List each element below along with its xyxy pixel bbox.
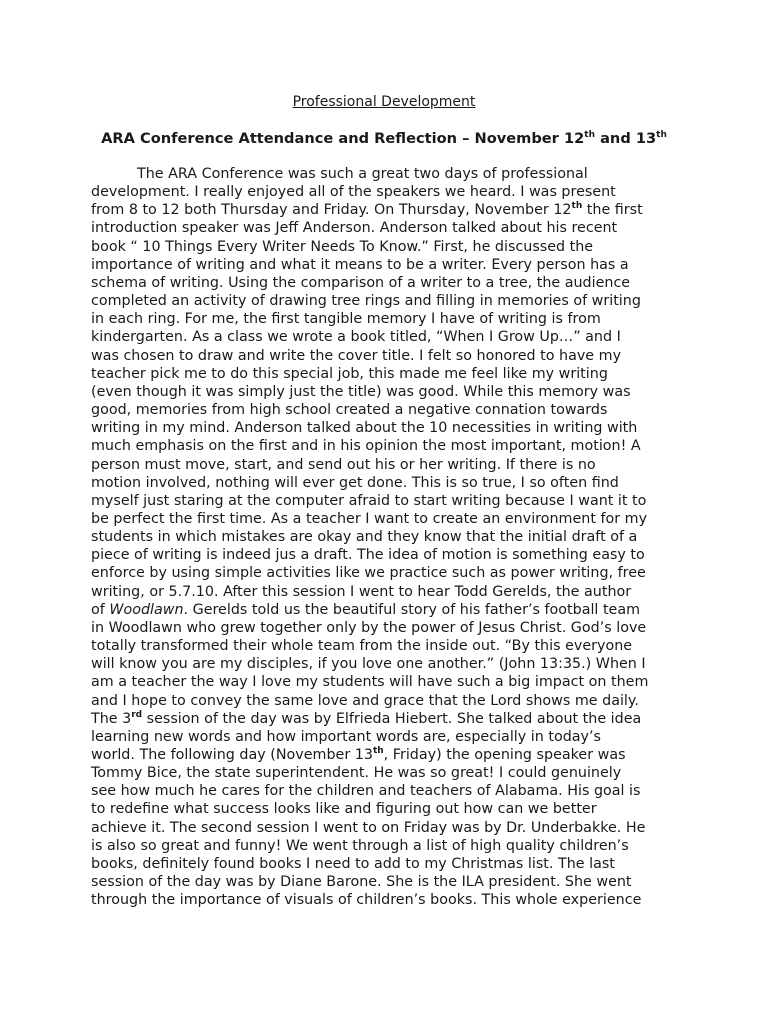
body-line: books, definitely found books I need to add to my Christmas list. The last bbox=[91, 855, 615, 872]
body-line: introduction speaker was Jeff Anderson. Anderson talked about his recent bbox=[91, 220, 618, 237]
body-line: development. I really enjoyed all of the speakers we heard. I was present bbox=[91, 184, 616, 201]
body-line: The 3rd session of the day was by Elfrieda Hiebert. She talked about the idea bbox=[91, 709, 642, 727]
body-line: motion involved, nothing will ever get done. This is so true, I so often find bbox=[91, 474, 619, 491]
body-line: much emphasis on the first and in his opinion the most important, motion! A bbox=[91, 438, 641, 455]
body-paragraph bbox=[91, 165, 691, 909]
body-line: writing, or 5.7.10. After this session I went to hear Todd Gerelds, the author bbox=[91, 583, 632, 600]
body-line: achieve it. The second session I went to on Friday was by Dr. Underbakke. He bbox=[91, 819, 646, 836]
body-line: importance of writing and what it means to be a writer. Every person has a bbox=[91, 256, 629, 273]
body-line: kindergarten. As a class we wrote a book titled, “When I Grow Up…” and I bbox=[91, 329, 621, 346]
body-line: am a teacher the way I love my students will have such a big impact on them bbox=[91, 674, 649, 691]
title-ordinal: th bbox=[584, 130, 595, 141]
body-line: will know you are my disciples, if you love one another.” (John 13:35.) When I bbox=[91, 656, 646, 673]
document-title bbox=[0, 130, 768, 148]
title-text-end: and 13 bbox=[595, 130, 657, 147]
body-line: Tommy Bice, the state superintendent. He was so great! I could genuinely bbox=[91, 765, 622, 782]
body-line: in Woodlawn who grew together only by the power of Jesus Christ. God’s love bbox=[91, 619, 647, 636]
body-line: see how much he cares for the children and teachers of Alabama. His goal is bbox=[91, 783, 641, 800]
body-line: and I hope to convey the same love and grace that the Lord shows me daily. bbox=[91, 692, 639, 709]
ordinal-suffix: rd bbox=[131, 709, 143, 720]
document-heading: Professional Development bbox=[292, 94, 476, 110]
body-line: person must move, start, and send out his or her writing. If there is no bbox=[91, 456, 596, 473]
body-line: session of the day was by Diane Barone. She is the ILA president. She went bbox=[91, 874, 632, 891]
body-line: totally transformed their whole team from the inside out. “By this everyone bbox=[91, 638, 633, 655]
body-line: The ARA Conference was such a great two days of professional bbox=[137, 166, 588, 182]
body-line: enforce by using simple activities like we practice such as power writing, free bbox=[91, 565, 646, 582]
ordinal-suffix: th bbox=[372, 746, 384, 757]
body-line: writing in my mind. Anderson talked about the 10 necessities in writing with bbox=[91, 420, 638, 437]
body-line: be perfect the first time. As a teacher I want to create an environment for my bbox=[91, 510, 648, 527]
body-line: completed an activity of drawing tree rings and filling in memories of writing bbox=[91, 293, 641, 310]
book-title: Woodlawn bbox=[109, 601, 184, 618]
body-line: teacher pick me to do this special job, this made me feel like my writing bbox=[91, 365, 608, 382]
body-line: world. The following day (November 13th, Friday) the opening speaker was bbox=[91, 746, 626, 763]
body-line: good, memories from high school created a negative connation towards bbox=[91, 402, 608, 419]
ordinal-suffix: th bbox=[571, 201, 583, 212]
body-line: to redefine what success looks like and figuring out how can we better bbox=[91, 801, 597, 818]
body-line: is also so great and funny! We went through a list of high quality children’s bbox=[91, 837, 629, 854]
body-line: schema of writing. Using the comparison of a writer to a tree, the audience bbox=[91, 274, 631, 291]
body-line: (even though it was simply just the title) was good. While this memory was bbox=[91, 383, 631, 400]
body-line: myself just staring at the computer afraid to start writing because I want it to bbox=[91, 492, 647, 509]
title-ordinal-end: th bbox=[656, 130, 667, 141]
body-line: of Woodlawn. Gerelds told us the beautiful story of his father’s football team bbox=[91, 601, 641, 618]
body-line: from 8 to 12 both Thursday and Friday. On Thursday, November 12th the first bbox=[91, 201, 643, 219]
body-line: in each ring. For me, the first tangible memory I have of writing is from bbox=[91, 311, 601, 328]
body-line: book “ 10 Things Every Writer Needs To Know.” First, he discussed the bbox=[91, 238, 594, 255]
body-line: was chosen to draw and write the cover title. I felt so honored to have my bbox=[91, 347, 622, 364]
body-line: through the importance of visuals of children’s books. This whole experience bbox=[91, 892, 642, 909]
title-text: ARA Conference Attendance and Reflection – November 12 bbox=[101, 130, 585, 147]
body-line: students in which mistakes are okay and they know that the initial draft of a bbox=[91, 529, 638, 546]
body-line: piece of writing is indeed jus a draft. The idea of motion is something easy to bbox=[91, 547, 645, 564]
body-line: learning new words and how important words are, especially in today’s bbox=[91, 728, 601, 745]
